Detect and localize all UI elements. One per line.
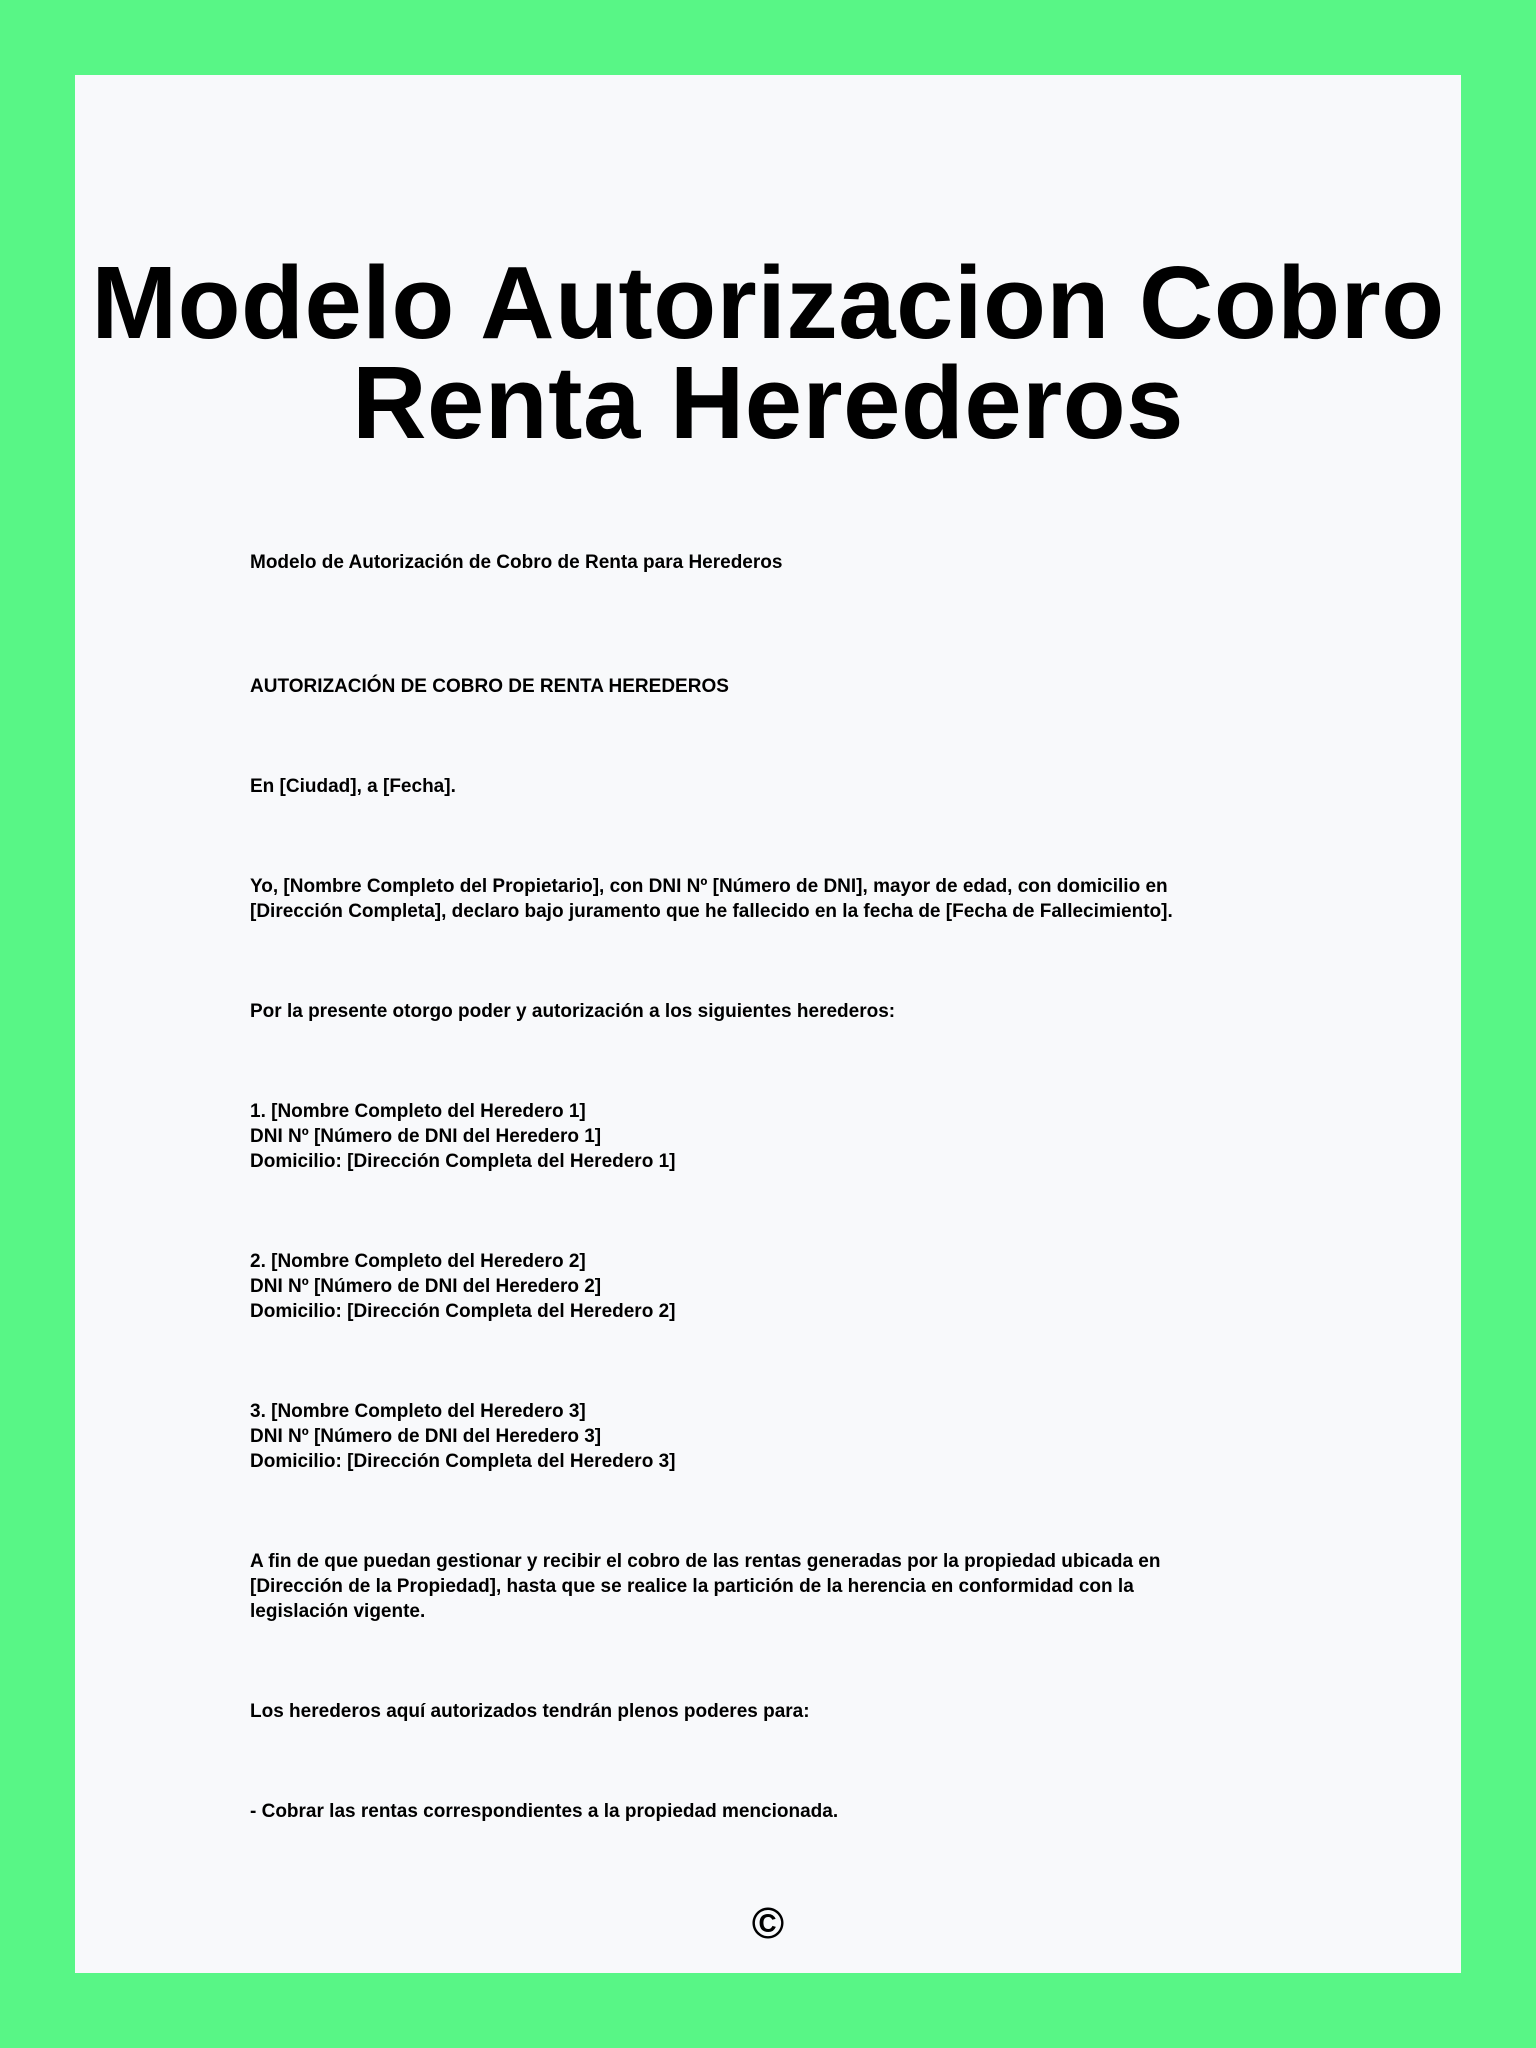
- heir-name: 1. [Nombre Completo del Heredero 1]: [250, 1101, 586, 1122]
- place-date-paragraph: En [Ciudad], a [Fecha].: [250, 776, 456, 797]
- document-body: [250, 550, 1310, 1824]
- power-item: - Cobrar las rentas correspondientes a la propiedad mencionada.: [250, 1801, 839, 1822]
- authorization-heading: AUTORIZACIÓN DE COBRO DE RENTA HEREDEROS: [250, 676, 729, 697]
- title-line-1: Modelo Autorizacion Cobro: [91, 245, 1445, 360]
- purpose-line-3: legislación vigente.: [250, 1601, 426, 1622]
- powers-intro: Los herederos aquí autorizados tendrán plenos poderes para:: [250, 1701, 810, 1722]
- heir-entry-2: [250, 1249, 1310, 1324]
- heir-dni: DNI Nº [Número de DNI del Heredero 3]: [250, 1426, 602, 1447]
- heir-entry-1: [250, 1099, 1310, 1174]
- declaration-line-2: [Dirección Completa], declaro bajo juramento que he fallecido en la fecha de [Fecha de Fallecimiento].: [250, 901, 1173, 922]
- heir-name: 3. [Nombre Completo del Heredero 3]: [250, 1401, 586, 1422]
- document-subtitle: Modelo de Autorización de Cobro de Renta para Herederos: [250, 552, 783, 573]
- authorization-intro: Por la presente otorgo poder y autorización a los siguientes herederos:: [250, 1001, 896, 1022]
- document-page: [75, 75, 1461, 1973]
- heir-dni: DNI Nº [Número de DNI del Heredero 1]: [250, 1126, 602, 1147]
- heir-name: 2. [Nombre Completo del Heredero 2]: [250, 1251, 586, 1272]
- title-line-2: Renta Herederos: [352, 345, 1184, 460]
- declaration-line-1: Yo, [Nombre Completo del Propietario], con DNI Nº [Número de DNI], mayor de edad, con domicilio en: [250, 876, 1168, 897]
- declaration-paragraph: [250, 874, 1310, 924]
- heir-address: Domicilio: [Dirección Completa del Heredero 2]: [250, 1301, 676, 1322]
- heir-address: Domicilio: [Dirección Completa del Heredero 1]: [250, 1151, 676, 1172]
- copyright-icon: ©: [751, 1899, 785, 1948]
- purpose-line-1: A fin de que puedan gestionar y recibir el cobro de las rentas generadas por la propiedad ubicada en: [250, 1551, 1161, 1572]
- purpose-line-2: [Dirección de la Propiedad], hasta que se realice la partición de la herencia en conformidad con la: [250, 1576, 1134, 1597]
- document-title: [75, 245, 1461, 460]
- purpose-paragraph: [250, 1549, 1310, 1624]
- heir-address: Domicilio: [Dirección Completa del Heredero 3]: [250, 1451, 676, 1472]
- heir-entry-3: [250, 1399, 1310, 1474]
- heir-dni: DNI Nº [Número de DNI del Heredero 2]: [250, 1276, 602, 1297]
